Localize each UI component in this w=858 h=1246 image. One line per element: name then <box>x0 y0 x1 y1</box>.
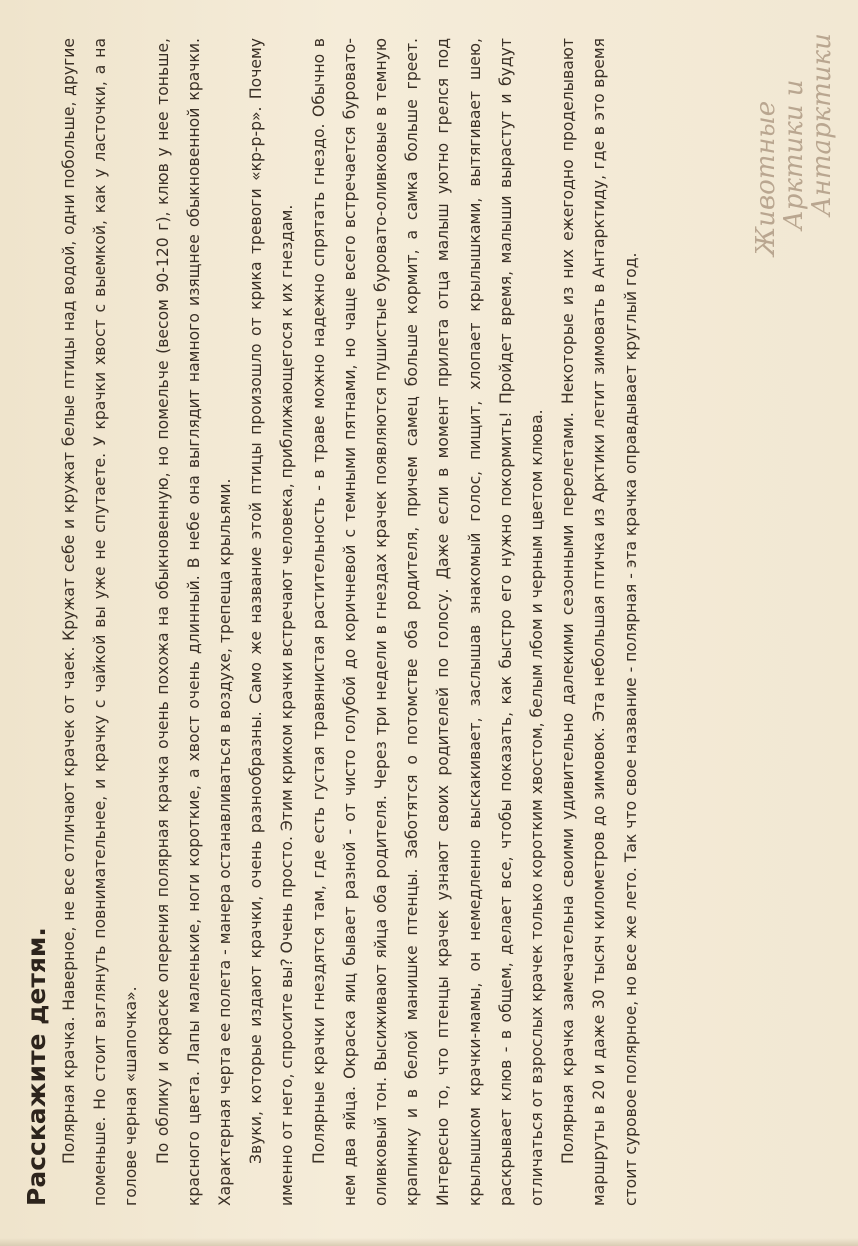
paragraph: По облику и окраске оперения полярная крачка очень похожа на обыкновенную, но помельче (весом 90-120 г), клюв у нее тоньше, красного цвета. Лапы маленькие, ноги короткие, а хвост очень длинный. В небе она выглядит намного изящнее обыкновенной крачки. Характерная черта ее полета - манера останавливаться в воздухе, трепеща крыльями. <box>153 38 235 1206</box>
logo-line: Арктики и <box>779 79 809 230</box>
paragraph: Звуки, которые издают крачки, очень разнообразны. Само же название этой птицы произошло от крика тревоги «кр-р-р». Почему именно от него, спросите вы? Очень просто. Этим криком крачки встречают человека, приближающегося к их гнездам. <box>247 38 297 1206</box>
paragraph: Полярные крачки гнездятся там, где есть густая травянистая растительность - в траве можно надежно спрятать гнездо. Обычно в нем два яйца. Окраска яиц бывает разной - от чисто голубой до коричневой с темными пятнами, но чаще всего встречается буровато-оливковый тон. Высиживают яйца оба родителя. Через три недели в гнездах крачек появляются пушистые буровато-оливковые в темную крапинку и в белой манишке птенцы. Заботятся о потомстве оба родителя, причем самец больше кормит, а самка больше греет. Интересно то, что птенцы крачек узнают своих родителей по голосу. Даже если в момент прилета отца малыш уютно грелся под крылышком крачки-мамы, он немедленно выскакивает, заслышав знакомый голос, пищит, хлопает крылышками, вытягивает шею, раскрывает клюв - в общем, делает все, чтобы показать, как быстро его нужно покормить! Пройдет время, малыши вырастут и будут отличаться от взрослых крачек только коротким хвостом, белым лбом и черным цветом клюва. <box>309 38 547 1206</box>
paragraph: Полярная крачка замечательна своими удивительно далекими сезонными перелетами. Некоторые из них ежегодно проделывают маршруты в 20 и даже 30 тысяч километров до зимовок. Эта небольшая птичка из Арктики летит зимовать в Антарктиду, где в это время стоит суровое полярное, но все же лето. Так что свое название - полярная - эта крачка оправдывает круглый год. <box>559 38 640 1206</box>
article <box>22 38 742 1206</box>
logo-line: Животные <box>751 100 781 256</box>
logo-line: Антарктики <box>807 33 837 216</box>
series-logo <box>751 33 848 256</box>
article-heading: Расскажите детям. <box>22 927 51 1206</box>
page-edge-shadow <box>0 1238 858 1246</box>
paragraph: Полярная крачка. Наверное, не все отличают крачек от чаек. Кружат себе и кружат белые птицы над водой, одни побольше, другие поменьше. Но стоит взглянуть повнимательнее, и крачку с чайкой вы уже не спутаете. У крачки хвост с выемкой, как у ласточки, а на голове черная «шапочка». <box>60 38 141 1206</box>
